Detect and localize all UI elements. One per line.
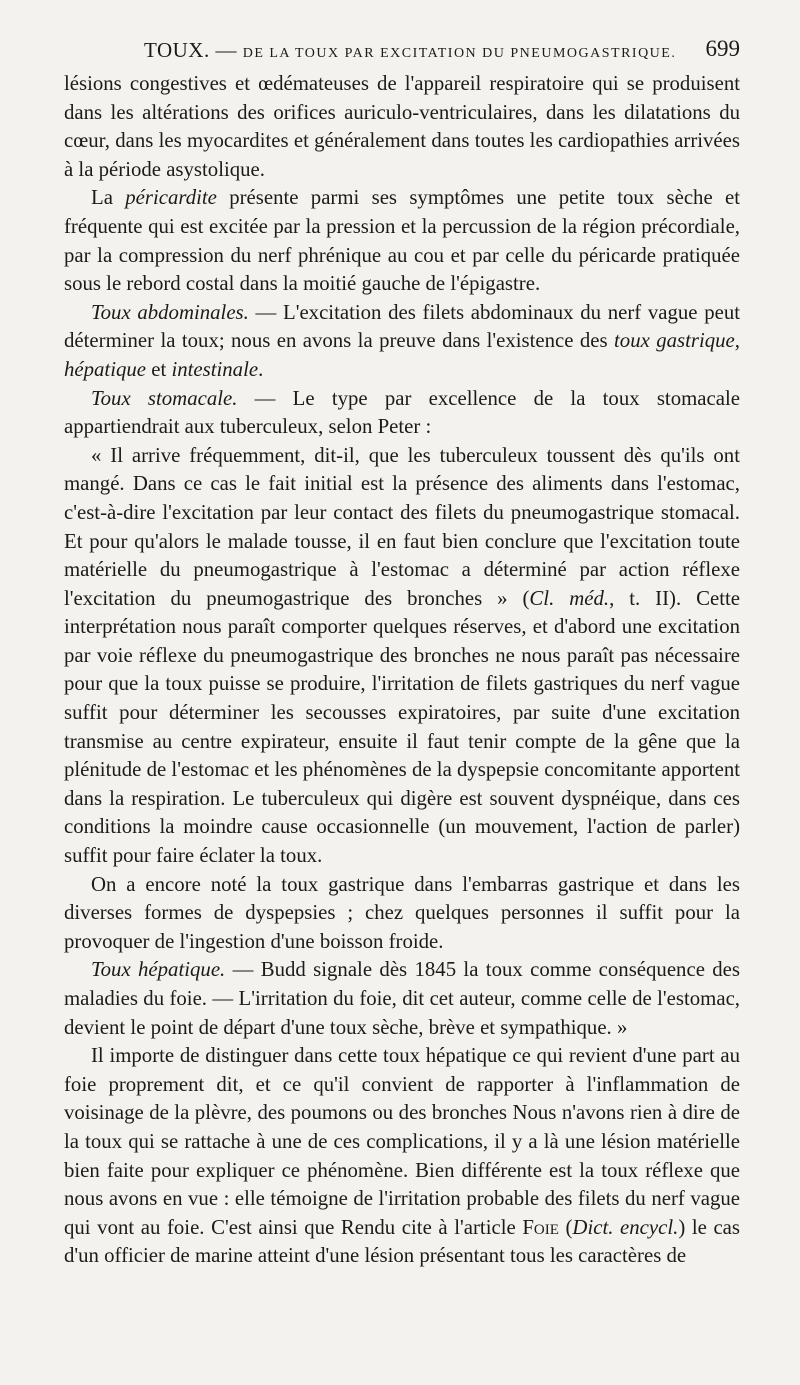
section-title: DE LA TOUX PAR EXCITATION DU PNEUMOGASTRIQUE.: [242, 46, 677, 61]
paragraph-2: [64, 184, 740, 298]
paragraph-8: [64, 1042, 740, 1271]
page-number: 699: [705, 36, 740, 61]
italic-term: péricardite: [125, 186, 217, 210]
running-title: [144, 38, 676, 63]
small-caps-term: Foie: [522, 1215, 559, 1239]
paragraph-text: lésions congestives et œdémateuses de l'appareil respiratoire qui se produisent dans les altérations des orifices auriculo-ventriculaires, dans les dilatations du cœur, dans les myocardites et généralement dans toutes les cardiopathies arrivées à la période asystolique.: [64, 72, 740, 181]
running-head: [64, 30, 740, 70]
text-run: présente parmi ses symptômes une petite toux sèche et fréquente qui est excitée par la pression et la percussion de la région précordiale, par la compression du nerf phrénique au cou et par celle du péricarde pratiquée sous le rebord costal dans la moitié gauche de l'épigastre.: [64, 186, 740, 296]
text-run: (: [558, 1215, 573, 1239]
text-run: — Le type par excellence de la toux stomacale appartiendrait aux tuberculeux, selon Peter :: [64, 386, 740, 439]
text-run: — Budd signale dès 1845 la toux comme conséquence des maladies du foie. — L'irritation du foie, dit cet auteur, comme celle de l'estomac, devient le point de départ d'une toux sèche, brève et sympathique. »: [64, 958, 740, 1039]
italic-term: hépatique: [64, 357, 147, 381]
text-run: et: [146, 357, 172, 381]
paragraph-1: [64, 70, 740, 184]
paragraph-text: On a encore noté la toux gastrique dans l'embarras gastrique et dans les diverses formes de dyspepsies ; chez quelques personnes il suffit pour la provoquer de l'ingestion d'une boisson froide.: [64, 872, 740, 953]
quotation-text: « Il arrive fréquemment, dit-il, que les tuberculeux toussent dès qu'ils ont mangé. Dans ce cas le fait initial est la présence des aliments dans l'estomac, c'est-à-dire l'excitation par leur contact des filets du pneumogastrique stomacal. Et pour qu'alors le malade tousse, il en faut bien conclure que l'excitation toute matérielle du pneumogastrique à l'estomac a déterminé par action réflexe l'excitation du pneumogastrique des bronches » (: [64, 443, 740, 610]
header-dash: —: [215, 38, 237, 62]
section-heading-italic: Toux hépatique.: [91, 958, 226, 982]
paragraph-5: [64, 442, 740, 871]
paragraph-6: [64, 871, 740, 957]
text-run: Il importe de distinguer dans cette toux hépatique ce qui revient d'une part au foie proprement dit, et ce qu'il convient de rapporter à l'inflammation de voisinage de la plèvre, des poumons ou des bronches Nous n'avons rien à dire de la toux qui se rattache à une de ces complications, il y a là une lésion matérielle bien faite pour expliquer ce phénomène. Bien différente est la toux réflexe que nous avons en vue : elle témoigne de l'irritation probable des filets du nerf vague qui vont au foie. C'est ainsi que Rendu cite à l'article: [64, 1044, 740, 1239]
text-run: ) le cas d'un officier de marine atteint d'une lésion présentant tous les caractères de: [64, 1215, 741, 1268]
italic-term: intestinale: [171, 357, 259, 381]
section-heading-italic: Toux stomacale.: [91, 386, 238, 410]
text-run: .: [258, 357, 264, 381]
paragraph-4: [64, 385, 740, 442]
chapter-title: TOUX.: [144, 38, 210, 62]
book-page: [64, 30, 740, 1370]
citation-italic: Cl. méd.: [529, 586, 610, 610]
paragraph-7: [64, 956, 740, 1042]
italic-term: toux gastrique: [614, 329, 735, 353]
citation-italic: Dict. encycl.: [572, 1215, 679, 1239]
text-run: — L'excitation des filets abdominaux du nerf vague peut déterminer la toux; nous en avons la preuve dans l'existence des: [64, 300, 740, 353]
text-run: , t. II). Cette interprétation nous paraît comporter quelques réserves, et d'abord une excitation par voie réflexe du pneumogastrique des bronches ne nous paraît pas nécessaire pour que la toux puisse se produire, l'irritation de filets gastriques du nerf vague suffit pour déterminer les secousses expiratoires, par suite d'une excitation transmise au centre expirateur, ensuite il faut tenir compte de la gêne que la plénitude de l'estomac et les phénomènes de la dyspepsie concomitante apportent dans la respiration. Le tuberculeux qui digère est souvent dyspnéique, dans ces conditions la moindre cause occasionnelle (un mouvement, l'action de parler) suffit pour faire éclater la toux.: [64, 586, 740, 868]
text-run: La: [91, 186, 126, 210]
section-heading-italic: Toux abdominales.: [91, 300, 249, 324]
body-text: [64, 70, 740, 1271]
text-run: ,: [734, 329, 740, 353]
paragraph-3: [64, 299, 740, 385]
